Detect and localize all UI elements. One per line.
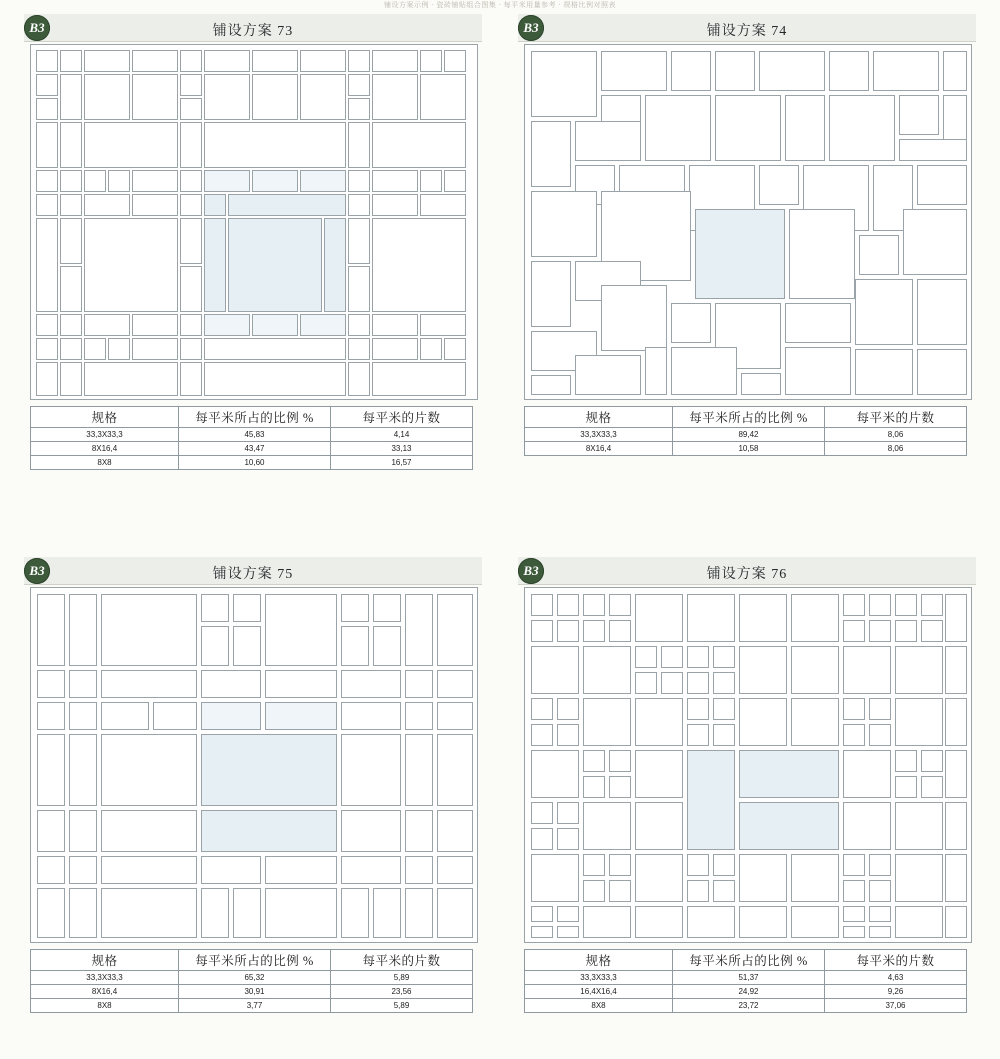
cell-count: 5,89	[331, 999, 473, 1013]
cell-count: 37,06	[825, 999, 967, 1013]
table-row	[525, 428, 967, 442]
cell-spec: 33,3X33,3	[31, 428, 179, 442]
table-header-row	[525, 407, 967, 428]
col-header-ratio: 每平米所占的比例 %	[179, 407, 331, 428]
cell-count: 33,13	[331, 442, 473, 456]
table-header-row	[525, 950, 967, 971]
spec-table	[30, 949, 473, 1013]
panel-title: 铺设方案 76	[706, 567, 788, 582]
table-row	[31, 985, 473, 999]
col-header-count: 每平米的片数	[331, 407, 473, 428]
cell-count: 8,06	[825, 442, 967, 456]
cell-ratio: 30,91	[179, 985, 331, 999]
table-row	[31, 428, 473, 442]
col-header-count: 每平米的片数	[331, 950, 473, 971]
layout-panel-75	[24, 557, 482, 1013]
cell-spec: 8X16,4	[31, 985, 179, 999]
table-row	[525, 971, 967, 985]
table-row	[31, 971, 473, 985]
cell-spec: 8X16,4	[31, 442, 179, 456]
col-header-ratio: 每平米所占的比例 %	[673, 407, 825, 428]
tile-layout-diagram	[524, 587, 972, 943]
layout-panel-73	[24, 14, 482, 470]
cell-count: 4,14	[331, 428, 473, 442]
panel-title: 铺设方案 73	[212, 24, 294, 39]
col-header-spec: 规格	[31, 407, 179, 428]
cell-ratio: 89,42	[673, 428, 825, 442]
cell-count: 4,63	[825, 971, 967, 985]
cell-spec: 16,4X16,4	[525, 985, 673, 999]
cell-spec: 33,3X33,3	[525, 428, 673, 442]
cell-count: 9,26	[825, 985, 967, 999]
tile-layout-diagram	[524, 44, 972, 400]
cell-spec: 8X8	[525, 999, 673, 1013]
col-header-spec: 规格	[525, 407, 673, 428]
table-row	[31, 999, 473, 1013]
layout-panel-76	[518, 557, 976, 1013]
spec-table	[524, 949, 967, 1013]
cell-ratio: 10,60	[179, 456, 331, 470]
cell-count: 23,56	[331, 985, 473, 999]
cell-spec: 33,3X33,3	[31, 971, 179, 985]
table-row	[525, 442, 967, 456]
cell-count: 8,06	[825, 428, 967, 442]
col-header-ratio: 每平米所占的比例 %	[179, 950, 331, 971]
cell-spec: 8X16,4	[525, 442, 673, 456]
page-header-note: 铺设方案示例 · 瓷砖铺贴组合图集 · 每平米用量参考 · 规格比例对照表	[384, 1, 616, 9]
cell-count: 16,57	[331, 456, 473, 470]
cell-ratio: 45,83	[179, 428, 331, 442]
panel-titlebar	[24, 14, 482, 42]
table-row	[525, 985, 967, 999]
cell-spec: 33,3X33,3	[525, 971, 673, 985]
cell-ratio: 3,77	[179, 999, 331, 1013]
cell-ratio: 24,92	[673, 985, 825, 999]
panel-titlebar	[24, 557, 482, 585]
cell-ratio: 43,47	[179, 442, 331, 456]
cell-ratio: 65,32	[179, 971, 331, 985]
cell-count: 5,89	[331, 971, 473, 985]
spec-table	[30, 406, 473, 470]
series-badge: B3	[24, 558, 50, 584]
cell-ratio: 10,58	[673, 442, 825, 456]
table-row	[31, 442, 473, 456]
panel-titlebar	[518, 14, 976, 42]
table-header-row	[31, 407, 473, 428]
col-header-spec: 规格	[525, 950, 673, 971]
cell-ratio: 51,37	[673, 971, 825, 985]
col-header-count: 每平米的片数	[825, 950, 967, 971]
table-header-row	[31, 950, 473, 971]
col-header-ratio: 每平米所占的比例 %	[673, 950, 825, 971]
cell-spec: 8X8	[31, 999, 179, 1013]
tile-layout-diagram	[30, 587, 478, 943]
col-header-spec: 规格	[31, 950, 179, 971]
panel-titlebar	[518, 557, 976, 585]
series-badge: B3	[518, 558, 544, 584]
series-badge: B3	[24, 15, 50, 41]
table-row	[525, 999, 967, 1013]
col-header-count: 每平米的片数	[825, 407, 967, 428]
layout-panel-74	[518, 14, 976, 456]
series-badge: B3	[518, 15, 544, 41]
cell-spec: 8X8	[31, 456, 179, 470]
table-row	[31, 456, 473, 470]
spec-table	[524, 406, 967, 456]
panel-title: 铺设方案 74	[706, 24, 788, 39]
panel-title: 铺设方案 75	[212, 567, 294, 582]
cell-ratio: 23,72	[673, 999, 825, 1013]
tile-layout-diagram	[30, 44, 478, 400]
